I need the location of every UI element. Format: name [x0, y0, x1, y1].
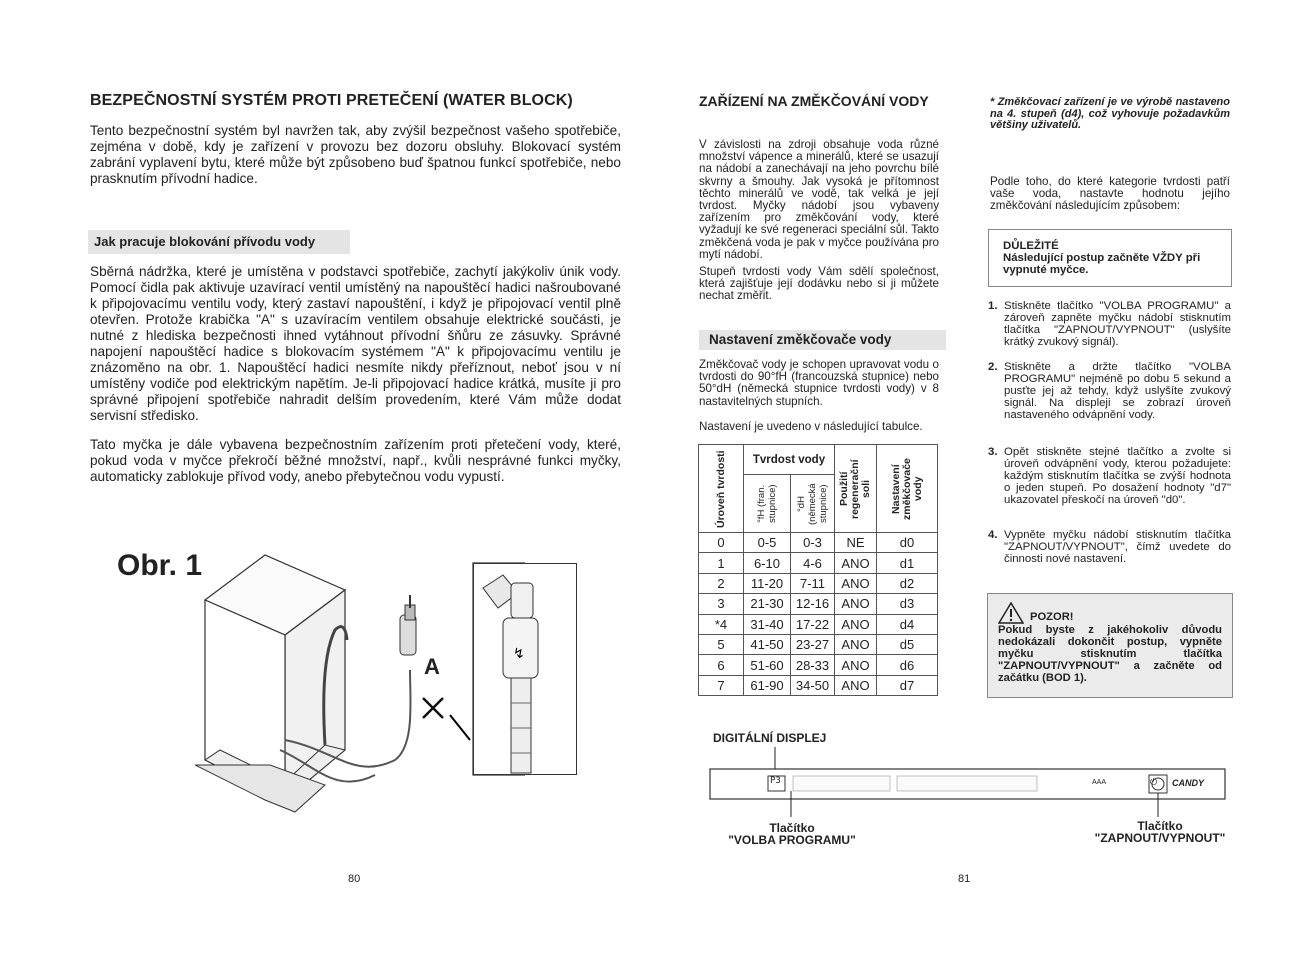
table-cell-dh: 23-27 — [791, 634, 835, 654]
table-header-fh: °fH (fran. stupnice) — [744, 475, 791, 533]
hardness-info-paragraph: Stupeň tvrdosti vody Vám sdělí společnost, která zajišťuje její dodávku nebo si ji můžete nechat změřit. — [699, 265, 939, 303]
warning-triangle-icon — [998, 602, 1024, 624]
table-header-dh: °dH (německá stupnice) — [791, 475, 835, 533]
table-row — [699, 614, 938, 634]
step-2: 2. Stiskněte a držte tlačítko "VOLBA PROGRAMU" nejméně po dobu 5 sekund a pusťte jej až tehdy, když uslyšíte zvukový signál. Na displeji se zobrazí úroveň nastaveného odvápnění vody. — [988, 361, 1231, 421]
subheading-blocking: Jak pracuje blokování přívodu vody — [88, 230, 350, 254]
figure-callout-a: A — [424, 654, 440, 679]
table-cell-setting: d3 — [877, 594, 938, 614]
table-cell-level: 0 — [699, 533, 744, 553]
table-header-level: Úroveň tvrdosti — [699, 445, 744, 533]
overflow-paragraph: Tato myčka je dále vybavena bezpečnostním zařízením proti přetečení vody, které, pokud voda v myčce překročí běžné množství, např., kvůli nesprávné funkci myčky, automaticky zablokuje přívod vody, anebo přebytečnou vodu vypustí. — [90, 437, 621, 484]
table-cell-salt: ANO — [835, 614, 877, 634]
table-cell-level: 5 — [699, 634, 744, 654]
figure-label: Obr. 1 — [117, 549, 203, 582]
subheading-softener-setting: Nastavení změkčovače vody — [699, 330, 946, 350]
table-cell-salt: ANO — [835, 634, 877, 654]
energy-label: AAA — [1092, 779, 1107, 786]
table-cell-fh: 51-60 — [744, 655, 791, 675]
table-cell-salt: ANO — [835, 573, 877, 593]
setting-intro-paragraph: Podle toho, do které kategorie tvrdosti patří vaše voda, nastavte hodnotu jejího změkčování následujícím způsobem: — [990, 175, 1230, 213]
display-label: DIGITÁLNÍ DISPLEJ — [713, 731, 827, 745]
table-cell-fh: 31-40 — [744, 614, 791, 634]
svg-text:↯: ↯ — [513, 646, 525, 662]
steps-list — [988, 300, 1231, 570]
softener-capacity-paragraph: Změkčovač vody je schopen upravovat vodu o tvrdosti do 90°fH (francouzská stupnice) nebo 50°dH (německá stupnice tvrdosti vody) v 8 nastavitelných stupních. — [699, 358, 939, 408]
table-header-salt: Použití regenerační soli — [835, 445, 877, 533]
hardness-table — [698, 444, 938, 696]
table-cell-dh: 17-22 — [791, 614, 835, 634]
step-4: 4. Vypněte myčku nádobí stisknutím tlačítka "ZAPNOUT/VYPNOUT", čímž uvedete do činnosti nové nastavení. — [988, 529, 1231, 565]
intro-paragraph: Tento bezpečnostní systém byl navržen tak, aby zvýšil bezpečnost vašeho spotřebiče, zejména v době, kdy je zařízení v provozu bez dozoru obsluhy. Blokovací systém zabrání vyplavení bytu, které může být způsobeno buď špatnou funkcí spotřebiče, nebo prasknutím přívodní hadice. — [90, 123, 621, 186]
table-cell-dh: 28-33 — [791, 655, 835, 675]
table-cell-fh: 21-30 — [744, 594, 791, 614]
table-row — [699, 634, 938, 654]
table-cell-salt: NE — [835, 533, 877, 553]
program-button-label: Tlačítko "VOLBA PROGRAMU" — [728, 821, 856, 847]
step-3: 3. Opět stiskněte stejné tlačítko a zvolte si úroveň odvápnění vody, kterou požadujete: každým stisknutím tlačítka se zvýší hodnota o jeden stupeň. Po dosažení hodnoty "d7" ukazovatel přeskočí na úroveň "d0". — [988, 446, 1231, 506]
table-cell-salt: ANO — [835, 594, 877, 614]
table-cell-setting: d2 — [877, 573, 938, 593]
table-cell-setting: d6 — [877, 655, 938, 675]
table-header-hardness: Tvrdost vody — [744, 445, 835, 475]
table-row — [699, 553, 938, 573]
table-row — [699, 594, 938, 614]
warning-text: Pokud byste z jakéhokoliv důvodu nedokázali dokončit postup, vypněte myčku stisknutím tlačítka "ZAPNOUT/VYPNOUT" a začněte od začátku (BOD 1). — [998, 624, 1222, 684]
table-row — [699, 533, 938, 553]
step-1: 1. Stiskněte tlačítko "VOLBA PROGRAMU" a zároveň zapněte myčku nádobí stisknutím tlačítka "ZAPNOUT/VYPNOUT" (uslyšíte krátký zvukový signál). — [988, 300, 1231, 348]
factory-setting-note: * Změkčovací zařízení je ve výrobě nastaveno na 4. stupeň (d4), což vyhovuje požadavkům většiny uživatelů. — [990, 96, 1230, 131]
table-cell-level: 6 — [699, 655, 744, 675]
table-cell-fh: 0-5 — [744, 533, 791, 553]
table-cell-salt: ANO — [835, 675, 877, 695]
table-header-setting: Nastavení změkčovače vody — [877, 445, 938, 533]
table-cell-setting: d1 — [877, 553, 938, 573]
table-cell-dh: 12-16 — [791, 594, 835, 614]
brand-logo: CANDY — [1172, 778, 1205, 788]
table-cell-setting: d7 — [877, 675, 938, 695]
table-cell-salt: ANO — [835, 655, 877, 675]
valve-detail-illustration — [473, 563, 577, 775]
table-row — [699, 573, 938, 593]
important-title: DŮLEŽITÉ — [1003, 240, 1059, 252]
table-cell-fh: 6-10 — [744, 553, 791, 573]
table-cell-level: *4 — [699, 614, 744, 634]
table-row — [699, 675, 938, 695]
section-title-softener: ZAŘÍZENÍ NA ZMĚKČOVÁNÍ VODY — [699, 93, 929, 109]
table-cell-dh: 0-3 — [791, 533, 835, 553]
display-readout: P3 — [770, 776, 781, 786]
table-cell-setting: d4 — [877, 614, 938, 634]
important-text: Následující postup začněte VŽDY při vypnuté myčce. — [1003, 252, 1201, 276]
page-number-left: 80 — [348, 873, 361, 885]
table-cell-dh: 4-6 — [791, 553, 835, 573]
table-cell-fh: 61-90 — [744, 675, 791, 695]
power-icon[interactable]: ⏻ — [1150, 777, 1158, 787]
table-cell-setting: d5 — [877, 634, 938, 654]
table-cell-setting: d0 — [877, 533, 938, 553]
table-cell-fh: 41-50 — [744, 634, 791, 654]
section-title-water-block: BEZPEČNOSTNÍ SYSTÉM PROTI PRETEČENÍ (WATER BLOCK) — [90, 92, 573, 109]
page-number-right: 81 — [958, 873, 971, 885]
softener-paragraph: V závislosti na zdroji obsahuje voda různé množství vápence a minerálů, které se usazují na nádobí a zanechávají na jeho povrchu bílé skvrny a šmouhy. Jak vysoká je přítomnost těchto minerálů ve vodě, tak velká je její tvrdost. Myčky nádobí jsou vybaveny zařízením pro změkčování vody, které vyžadují ke své regeneraci speciální sůl. Takto změkčená voda je pak v myčce používána pro mytí nádobí. — [699, 138, 939, 261]
table-cell-dh: 34-50 — [791, 675, 835, 695]
warning-title: POZOR! — [1030, 611, 1074, 623]
table-cell-dh: 7-11 — [791, 573, 835, 593]
warning-box — [987, 593, 1233, 698]
table-row — [699, 655, 938, 675]
power-button-label: Tlačítko "ZAPNOUT/VYPNOUT" — [1094, 819, 1226, 845]
table-cell-salt: ANO — [835, 553, 877, 573]
table-intro: Nastavení je uvedeno v následující tabulce. — [699, 420, 923, 433]
blocking-paragraph: Sběrná nádržka, které je umístěna v podstavci spotřebiče, zachytí jakýkoliv únik vody. Pomocí čidla pak aktivuje uzavírací ventil umístěný na napouštěcí hadici našroubované k připojovacímu ventilu vody, který zastaví napouštění, i když je připojovací ventil plně otevřen. Protože krabička "A" s uzavíracím ventilem obsahuje elektrické součásti, je nutné z hlediska bezpečnosti ihned vytáhnout přívodní šňůru ze zásuvky. Správné napojení napouštěcí hadice s blokovacím systémem "A" k připojovacímu ventilu je znázoměno na obr. 1. Napouštěcí hadici nesmíte nikdy přeříznout, neboť jsou v ní umístěny vodiče pod elektrickým napětím. Je-li připojovací hadice krátká, musíte ji pro správné připojení spotřebiče nahradit delším provedením, které Vám může dodat servisní středisko. — [90, 264, 621, 423]
table-cell-level: 3 — [699, 594, 744, 614]
table-cell-level: 2 — [699, 573, 744, 593]
table-cell-level: 1 — [699, 553, 744, 573]
important-box — [988, 229, 1232, 287]
table-cell-level: 7 — [699, 675, 744, 695]
table-cell-fh: 11-20 — [744, 573, 791, 593]
